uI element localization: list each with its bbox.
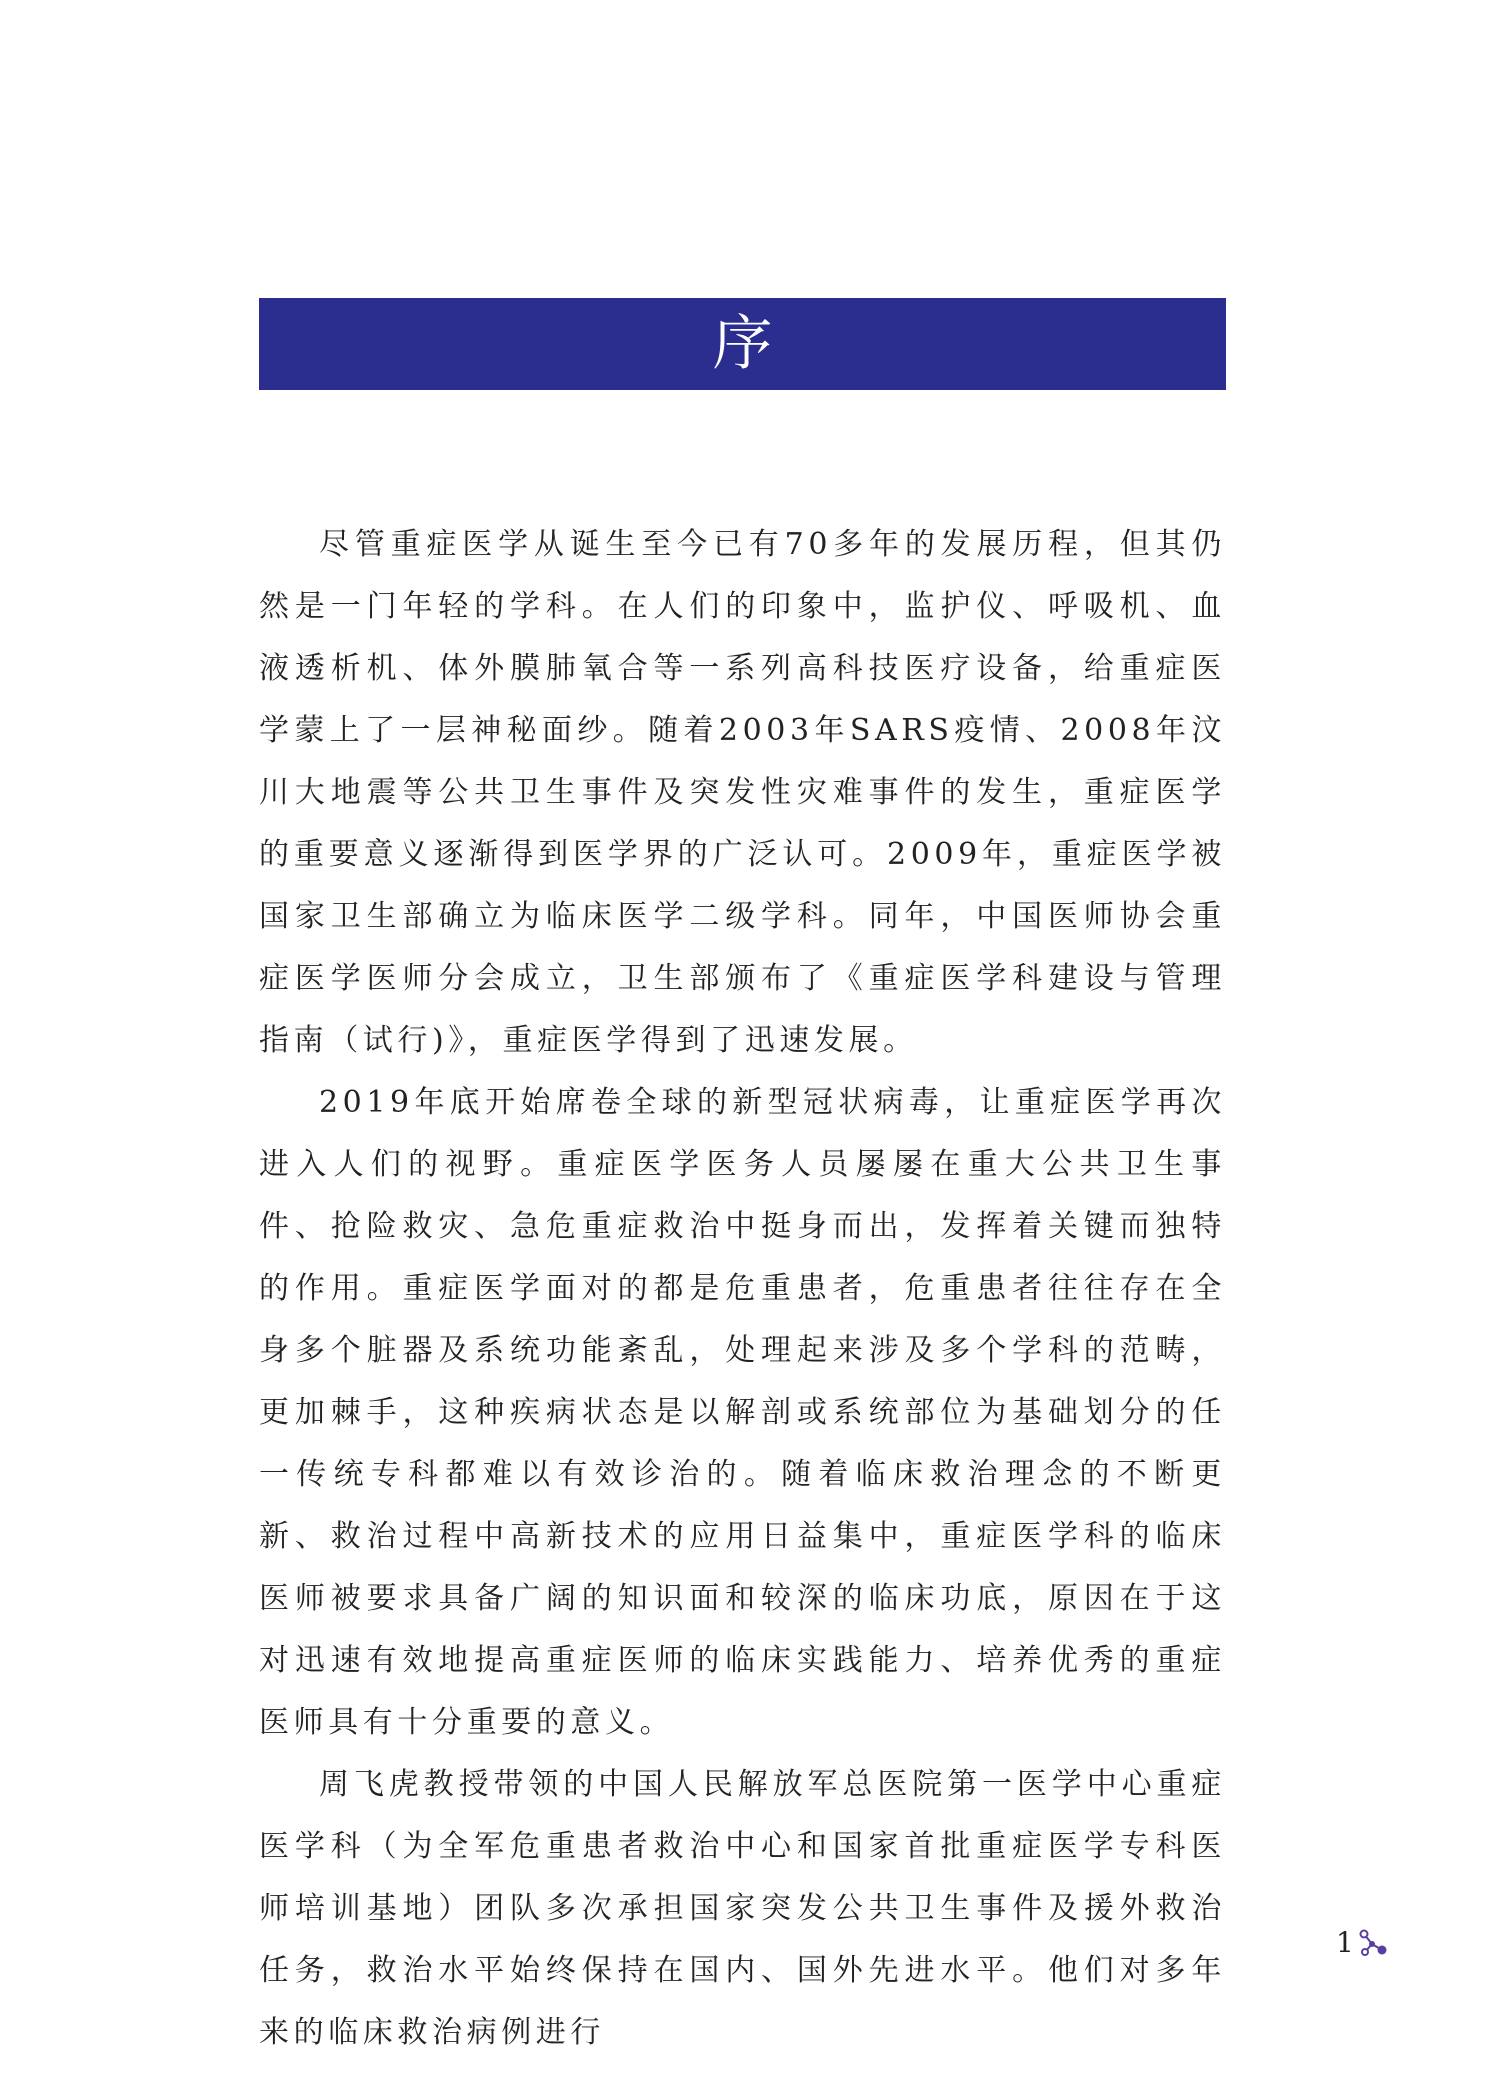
paragraph-2: 2019年底开始席卷全球的新型冠状病毒，让重症医学再次进入人们的视野。重症医学医务人员屡屡在重大公共卫生事件、抢险救灾、急危重症救治中挺身而出，发挥着关键而独特的作用。重症医学面对的都是危重患者，危重患者往往存在全身多个脏器及系统功能紊乱，处理起来涉及多个学科的范畴，更加棘手，这种疾病状态是以解剖或系统部位为基础划分的任一传统专科都难以有效诊治的。随着临床救治理念的不断更新、救治过程中高新技术的应用日益集中，重症医学科的临床医师被要求具备广阔的知识面和较深的临床功底，原因在于这对迅速有效地提高重症医师的临床实践能力、培养优秀的重症医师具有十分重要的意义。 (259, 1085, 1226, 1740)
paragraph-3: 周飞虎教授带领的中国人民解放军总医院第一医学中心重症医学科（为全军危重患者救治中心和国家首批重症医学专科医师培训基地）团队多次承担国家突发公共卫生事件及援外救治任务，救治水平始终保持在国内、国外先进水平。他们对多年来的临床救治病例进行 (259, 1767, 1226, 2050)
chapter-title-bar (259, 298, 1226, 390)
chapter-title: 序 (712, 309, 773, 379)
preface-body (259, 514, 1226, 2064)
page-number: 1 (1336, 1926, 1354, 1959)
page-footer (1336, 1928, 1388, 1958)
molecule-icon (1358, 1928, 1388, 1958)
paragraph-1: 尽管重症医学从诞生至今已有70多年的发展历程，但其仍然是一门年轻的学科。在人们的印象中，监护仪、呼吸机、血液透析机、体外膜肺氧合等一系列高科技医疗设备，给重症医学蒙上了一层神秘面纱。随着2003年SARS疫情、2008年汶川大地震等公共卫生事件及突发性灾难事件的发生，重症医学的重要意义逐渐得到医学界的广泛认可。2009年，重症医学被国家卫生部确立为临床医学二级学科。同年，中国医师协会重症医学医师分会成立，卫生部颁布了《重症医学科建设与管理指南（试行)》，重症医学得到了迅速发展。 (259, 527, 1226, 1058)
